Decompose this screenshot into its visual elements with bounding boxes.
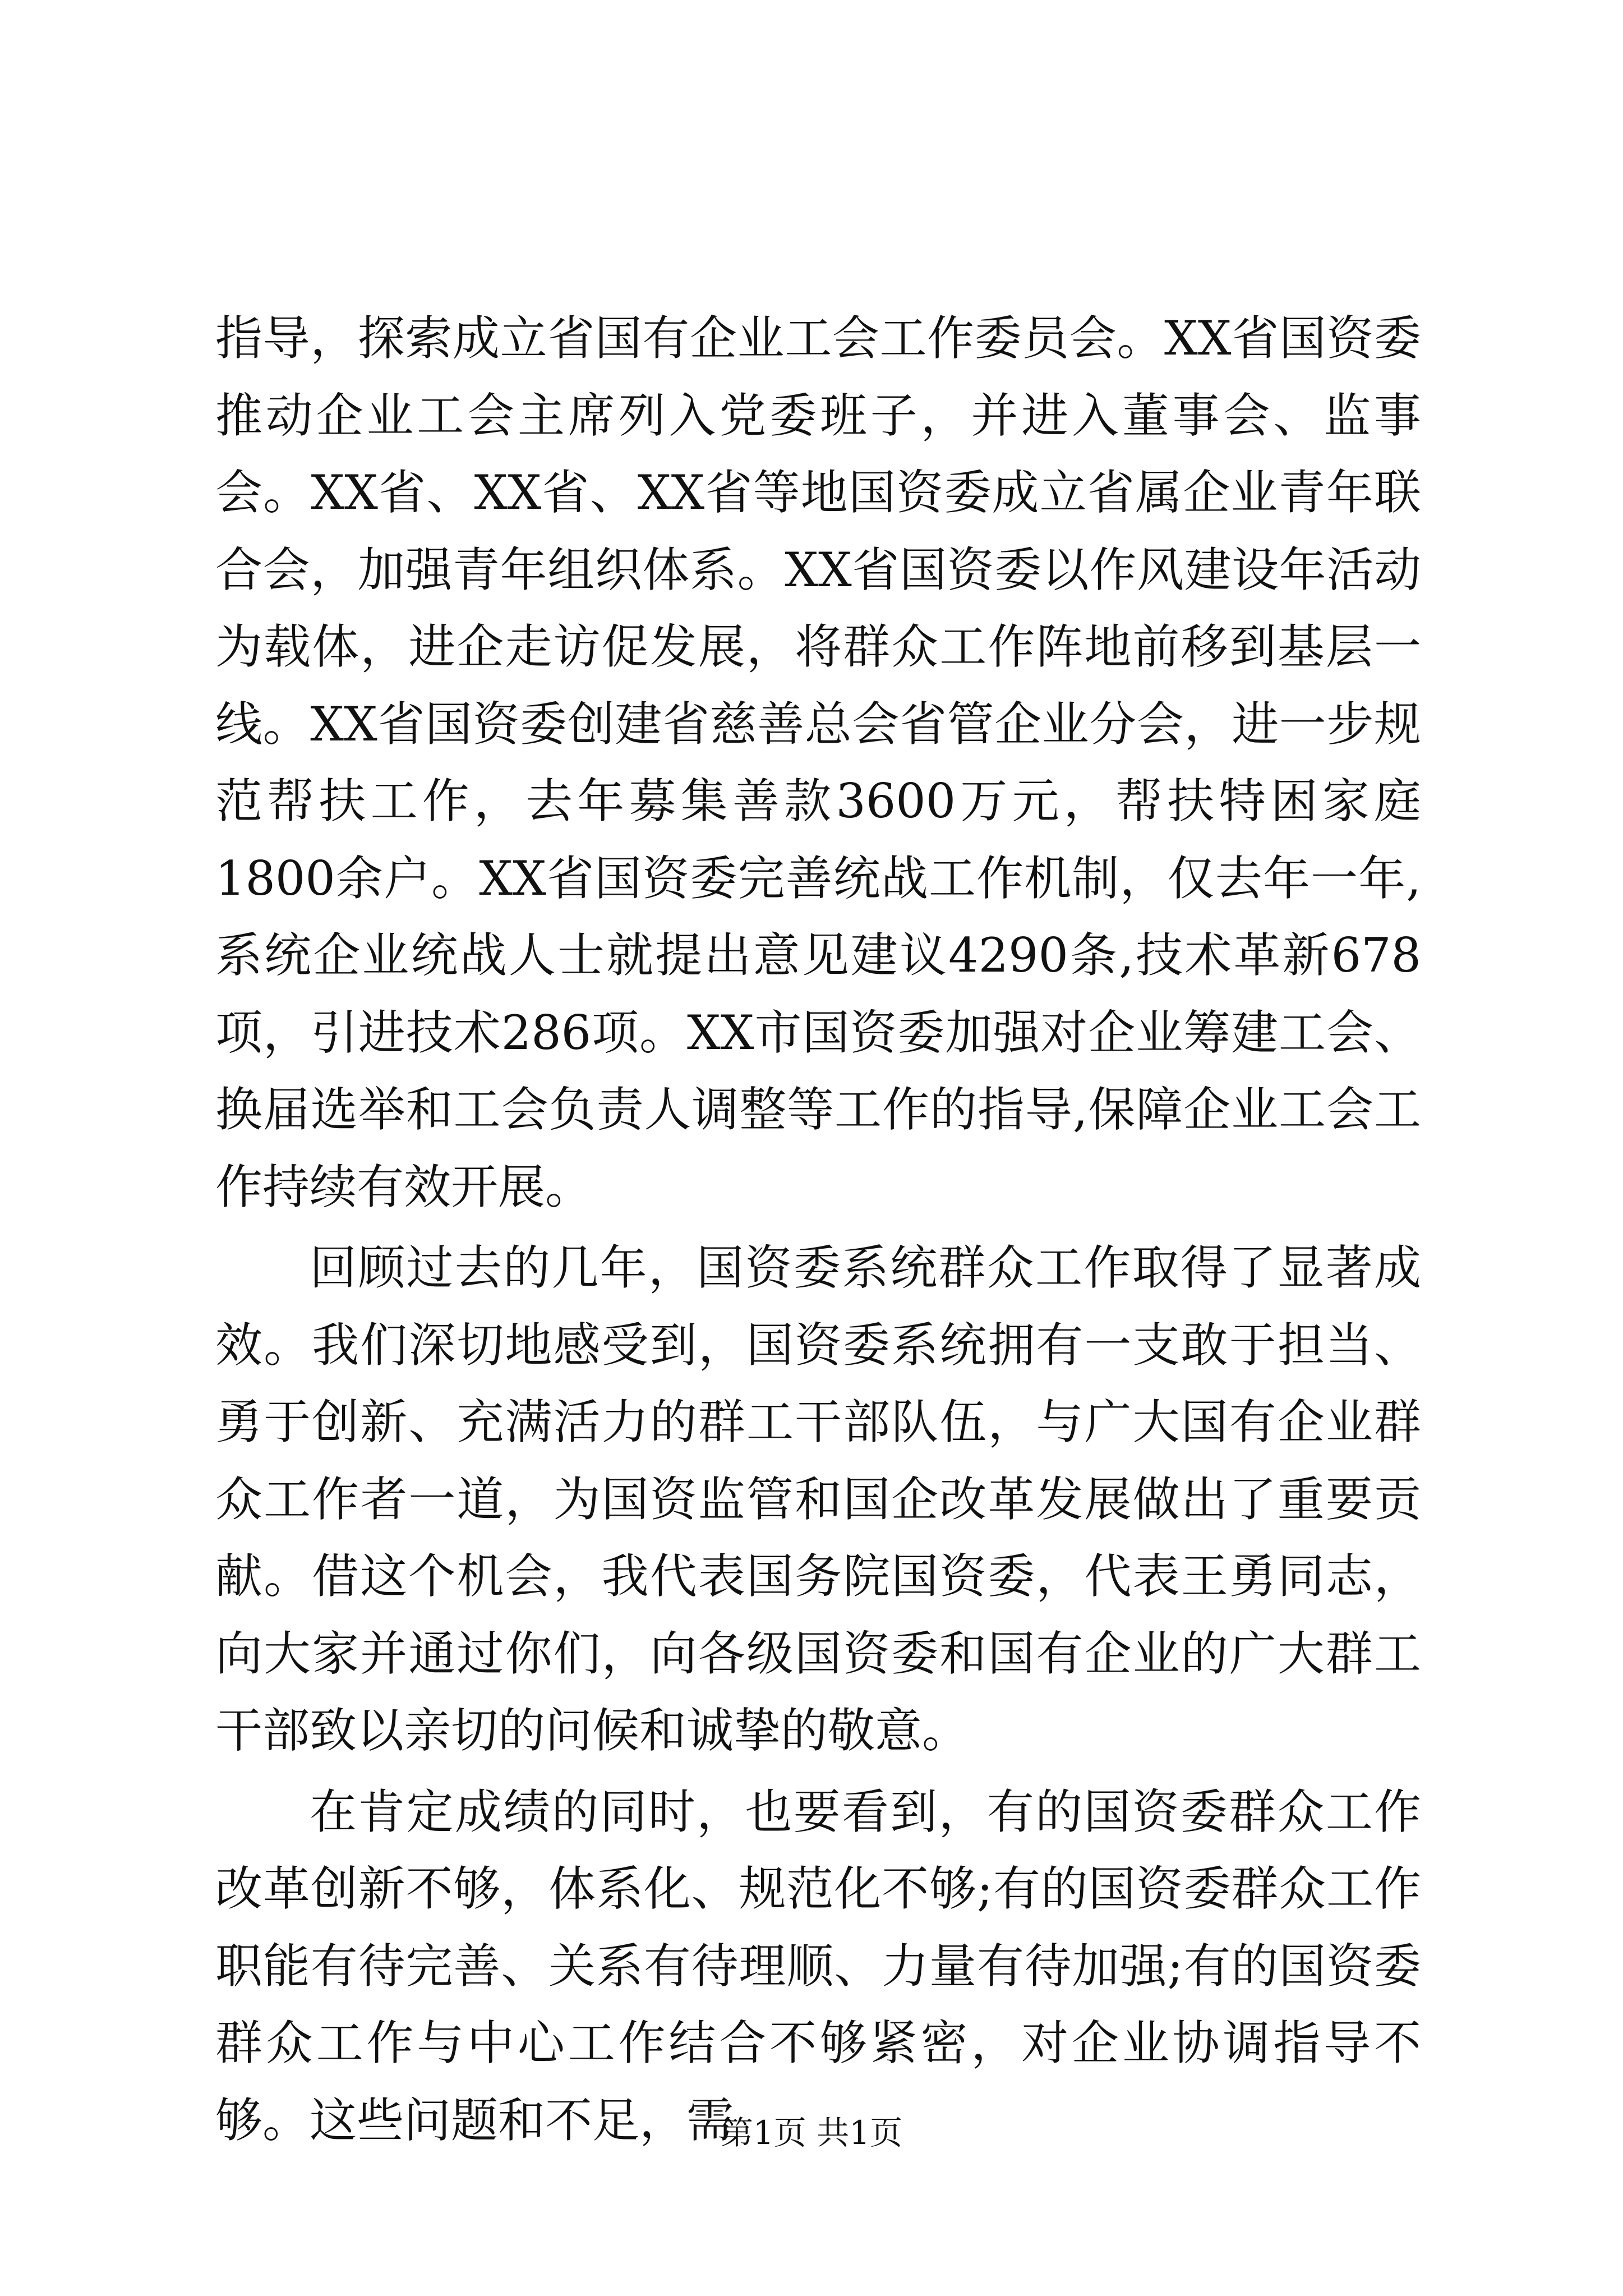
paragraph-continued: 指导，探索成立省国有企业工会工作委员会。XX省国资委推动企业工会主席列入党委班子，并进入董事会、监事会。XX省、XX省、XX省等地国资委成立省属企业青年联合会，加强青年组织体系。XX省国资委以作风建设年活动为载体，进企走访促发展，将群众工作阵地前移到基层一线。XX省国资委创建省慈善总会省管企业分会，进一步规范帮扶工作，去年募集善款3600万元，帮扶特困家庭1800余户。XX省国资委完善统战工作机制，仅去年一年,系统企业统战人士就提出意见建议4290条,技术革新678项，引进技术286项。XX市国资委加强对企业筹建工会、换届选举和工会负责人调整等工作的指导,保障企业工会工作持续有效开展。 bbox=[215, 311, 1421, 1214]
document-body bbox=[215, 300, 1421, 2163]
page-footer: 第1页 共1页 bbox=[720, 2114, 903, 2152]
paragraph-shortcomings: 在肯定成绩的同时，也要看到，有的国资委群众工作改革创新不够，体系化、规范化不够;有的国资委群众工作职能有待完善、关系有待理顺、力量有待加强;有的国资委群众工作与中心工作结合不够紧密，对企业协调指导不够。这些问题和不足，需 bbox=[215, 1784, 1421, 2148]
paragraph-review: 回顾过去的几年，国资委系统群众工作取得了显著成效。我们深切地感受到，国资委系统拥有一支敢于担当、勇于创新、充满活力的群工干部队伍，与广大国有企业群众工作者一道，为国资监管和国企改革发展做出了重要贡献。借这个机会，我代表国务院国资委，代表王勇同志，向大家并通过你们，向各级国资委和国有企业的广大群工干部致以亲切的问候和诚挚的敬意。 bbox=[215, 1240, 1421, 1758]
